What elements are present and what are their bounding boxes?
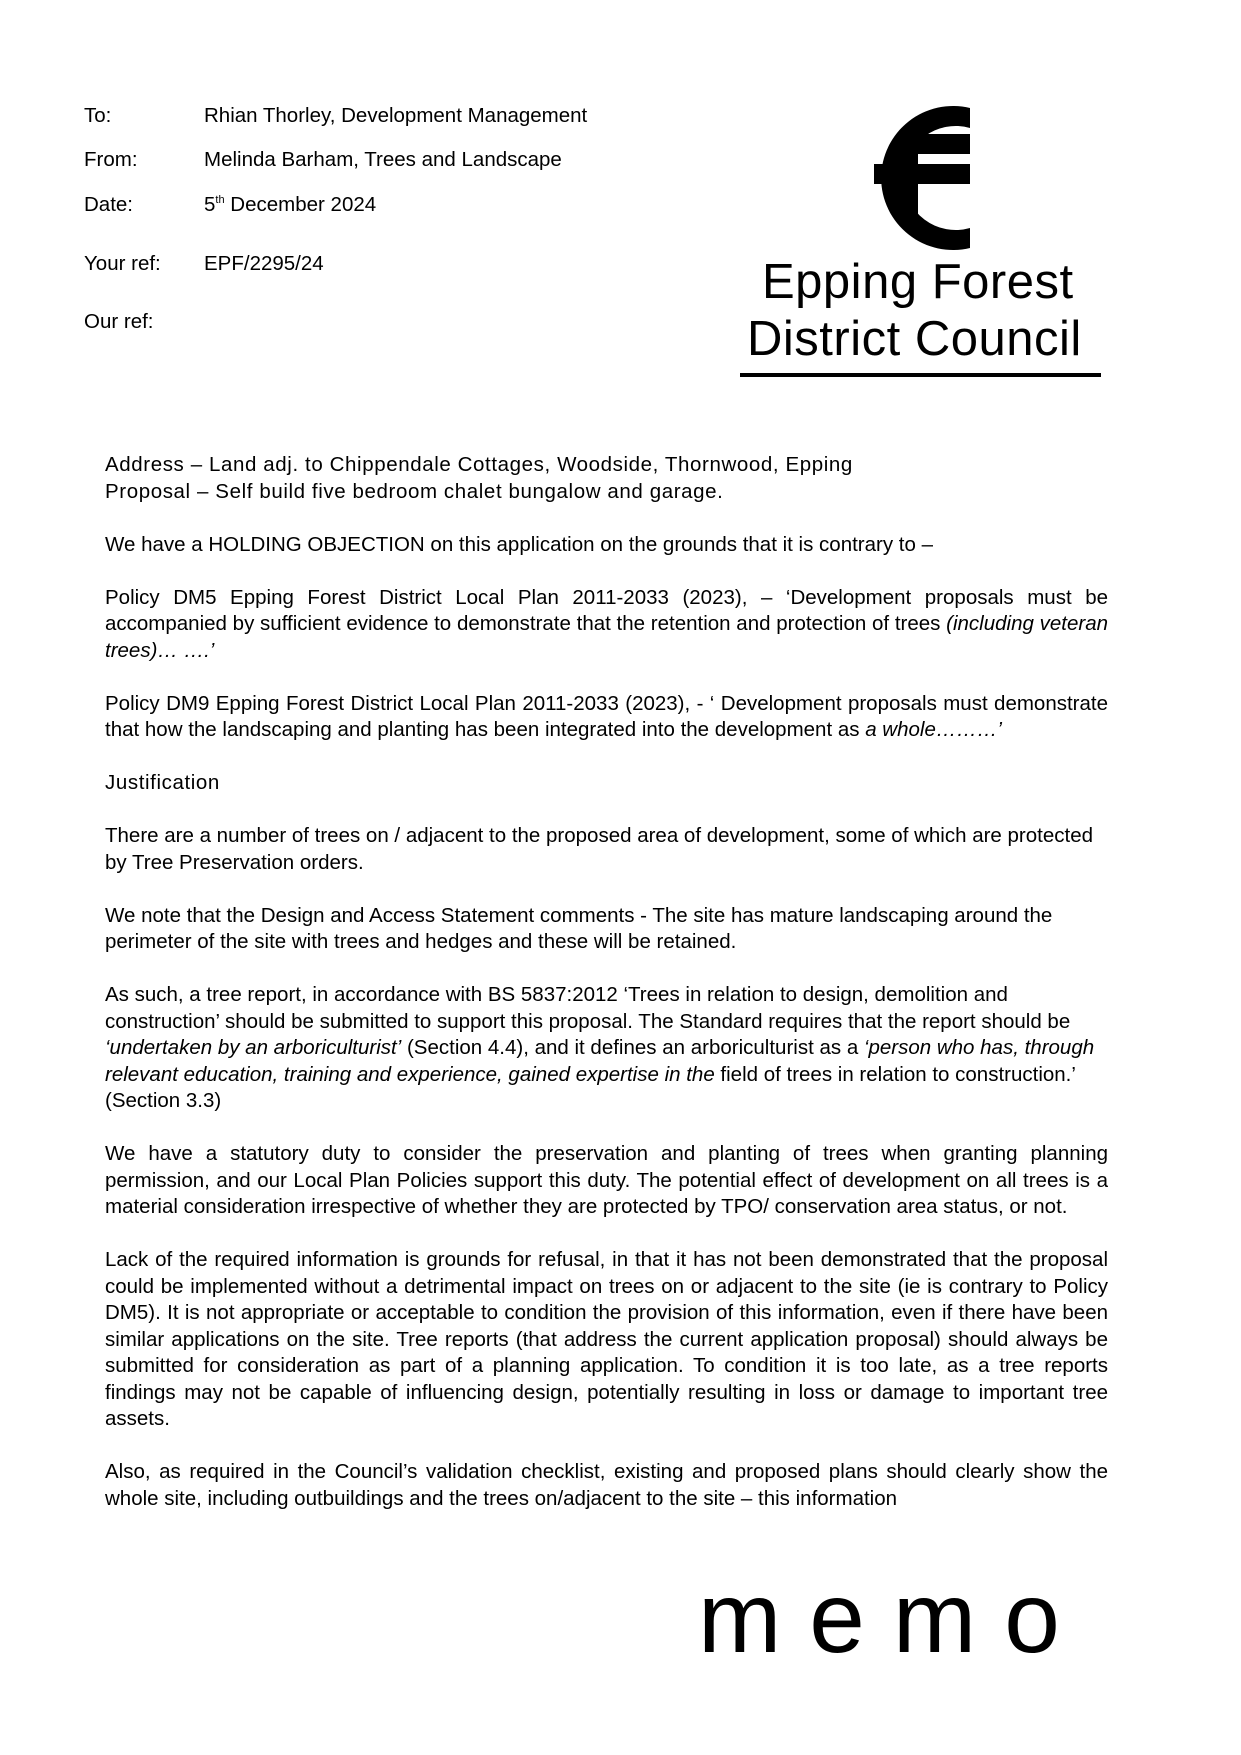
date-label: Date: [84, 193, 133, 216]
date-day: 5 [204, 193, 216, 216]
p3-a: As such, a tree report, in accordance with BS 5837:2012 ‘Trees in relation to design, demolition and construction’ should be submitted to support this proposal. The Standard requires that the report should be [105, 983, 1071, 1033]
p3-e: field of trees in relation to construction.’ (Section 3.3) [105, 1062, 1076, 1112]
org-name-line2: District Council [747, 312, 1082, 366]
to-value: Rhian Thorley, Development Management [204, 104, 588, 127]
p3-c: (Section 4.4), and it defines an arboriculturist as a [401, 1036, 864, 1059]
p3-b: ‘undertaken by an arboriculturist’ [105, 1036, 402, 1059]
memo-footer-title: memo [698, 1562, 1088, 1674]
paragraph-tree-report [105, 982, 1108, 1115]
to-label: To: [84, 104, 112, 127]
our-ref-label: Our ref: [84, 310, 154, 333]
date-suffix: th [215, 194, 225, 206]
policy-dm5-quote: (including veteran trees)… ….’ [105, 612, 1108, 662]
council-logo-icon [850, 100, 980, 256]
your-ref-value: EPF/2295/24 [204, 252, 324, 275]
policy-dm5 [105, 585, 1108, 665]
paragraph-design-access: We note that the Design and Access Statement comments - The site has mature landscaping around the perimeter of the site with trees and hedges and these will be retained. [105, 903, 1053, 953]
memo-body [105, 452, 1108, 1539]
proposal-line: Proposal – Self build five bedroom chalet bungalow and garage. [105, 479, 724, 503]
logo-underline [740, 373, 1101, 377]
policy-dm9 [105, 691, 1108, 744]
paragraph-trees: There are a number of trees on / adjacent to the proposed area of development, some of which are protected by Tree Preservation orders. [105, 824, 1094, 874]
policy-dm5-text: Policy DM5 Epping Forest District Local Plan 2011-2033 (2023), – ‘Development proposals must be accompanied by sufficient evidence to demonstrate that the retention and protection of trees [105, 585, 1108, 635]
p3-d: ‘person who has, through relevant education, training and experience, gained expertise in the [105, 1036, 1095, 1086]
your-ref-label: Your ref: [84, 252, 161, 275]
paragraph-validation: Also, as required in the Council’s validation checklist, existing and proposed plans should clearly show the whole site, including outbuildings and the trees on/adjacent to the site – this information [105, 1460, 1108, 1510]
org-name-line1: Epping Forest [762, 255, 1074, 309]
paragraph-statutory-duty: We have a statutory duty to consider the preservation and planting of trees when granting planning permission, and our Local Plan Policies support this duty. The potential effect of development on all trees is a material consideration irrespective of whether they are protected by TPO/ conservation area status, or not. [105, 1142, 1108, 1218]
date-rest: December 2024 [224, 193, 377, 216]
policy-dm9-text: Policy DM9 Epping Forest District Local Plan 2011-2033 (2023), - ‘ Development proposals must demonstrate that how the landscaping and planting has been integrated into the development as [105, 691, 1108, 741]
from-value: Melinda Barham, Trees and Landscape [204, 148, 562, 171]
holding-objection: We have a HOLDING OBJECTION on this application on the grounds that it is contrary to – [105, 532, 933, 556]
from-label: From: [84, 148, 138, 171]
paragraph-refusal-grounds: Lack of the required information is grounds for refusal, in that it has not been demonstrated that the proposal could be implemented without a detrimental impact on trees on or adjacent to the site (ie is contrary to Policy DM5). It is not appropriate or acceptable to condition the provision of this information, even if there have been similar applications on the site. Tree reports (that address the current application proposal) should always be submitted for consideration as part of a planning application. To condition it is too late, as a tree reports findings may not be capable of influencing design, potentially resulting in loss or damage to important tree assets. [105, 1248, 1108, 1430]
justification-heading: Justification [105, 771, 220, 794]
policy-dm9-quote: a whole………’ [865, 718, 1002, 741]
date-value [204, 193, 376, 217]
address-line: Address – Land adj. to Chippendale Cottages, Woodside, Thornwood, Epping [105, 453, 853, 476]
